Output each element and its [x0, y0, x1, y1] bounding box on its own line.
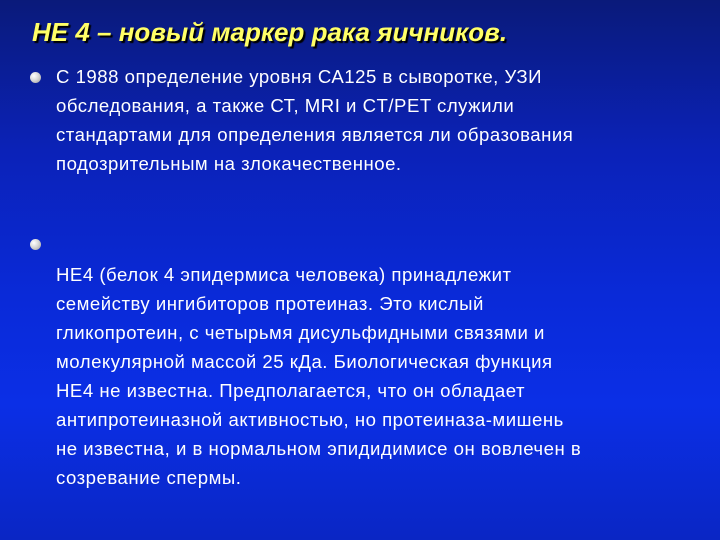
slide-title: HE 4 – новый маркер рака яичников.	[32, 17, 508, 47]
bullet-line: HE4 не известна. Предполагается, что он обладает	[56, 380, 525, 401]
bullet-line: стандартами для определения является ли образования	[56, 124, 574, 145]
bullet-line: семейству ингибиторов протеиназ. Это кислый	[56, 293, 484, 314]
bullet-text	[56, 260, 706, 492]
bullet-dot-icon	[30, 72, 41, 83]
bullet-line: С 1988 определение уровня СА125 в сыворотке, УЗИ	[56, 66, 543, 87]
bullet-line: не известна, и в нормальном эпидидимисе он вовлечен в	[56, 438, 582, 459]
bullet-line: созревание спермы.	[56, 467, 242, 488]
bullet-dot-icon	[30, 239, 41, 250]
bullet-line: гликопротеин, с четырьмя дисульфидными связями и	[56, 322, 545, 343]
bullet-line: обследования, а также СТ, MRI и CT/PET служили	[56, 95, 515, 116]
bullet-line: молекулярной массой 25 кДа. Биологическая функция	[56, 351, 553, 372]
bullet-text	[56, 62, 706, 178]
bullet-line: подозрительным на злокачественное.	[56, 153, 402, 174]
bullet-line: HE4 (белок 4 эпидермиса человека) принадлежит	[56, 264, 512, 285]
bullet-line: антипротеиназной активностью, но протеиназа-мишень	[56, 409, 564, 430]
